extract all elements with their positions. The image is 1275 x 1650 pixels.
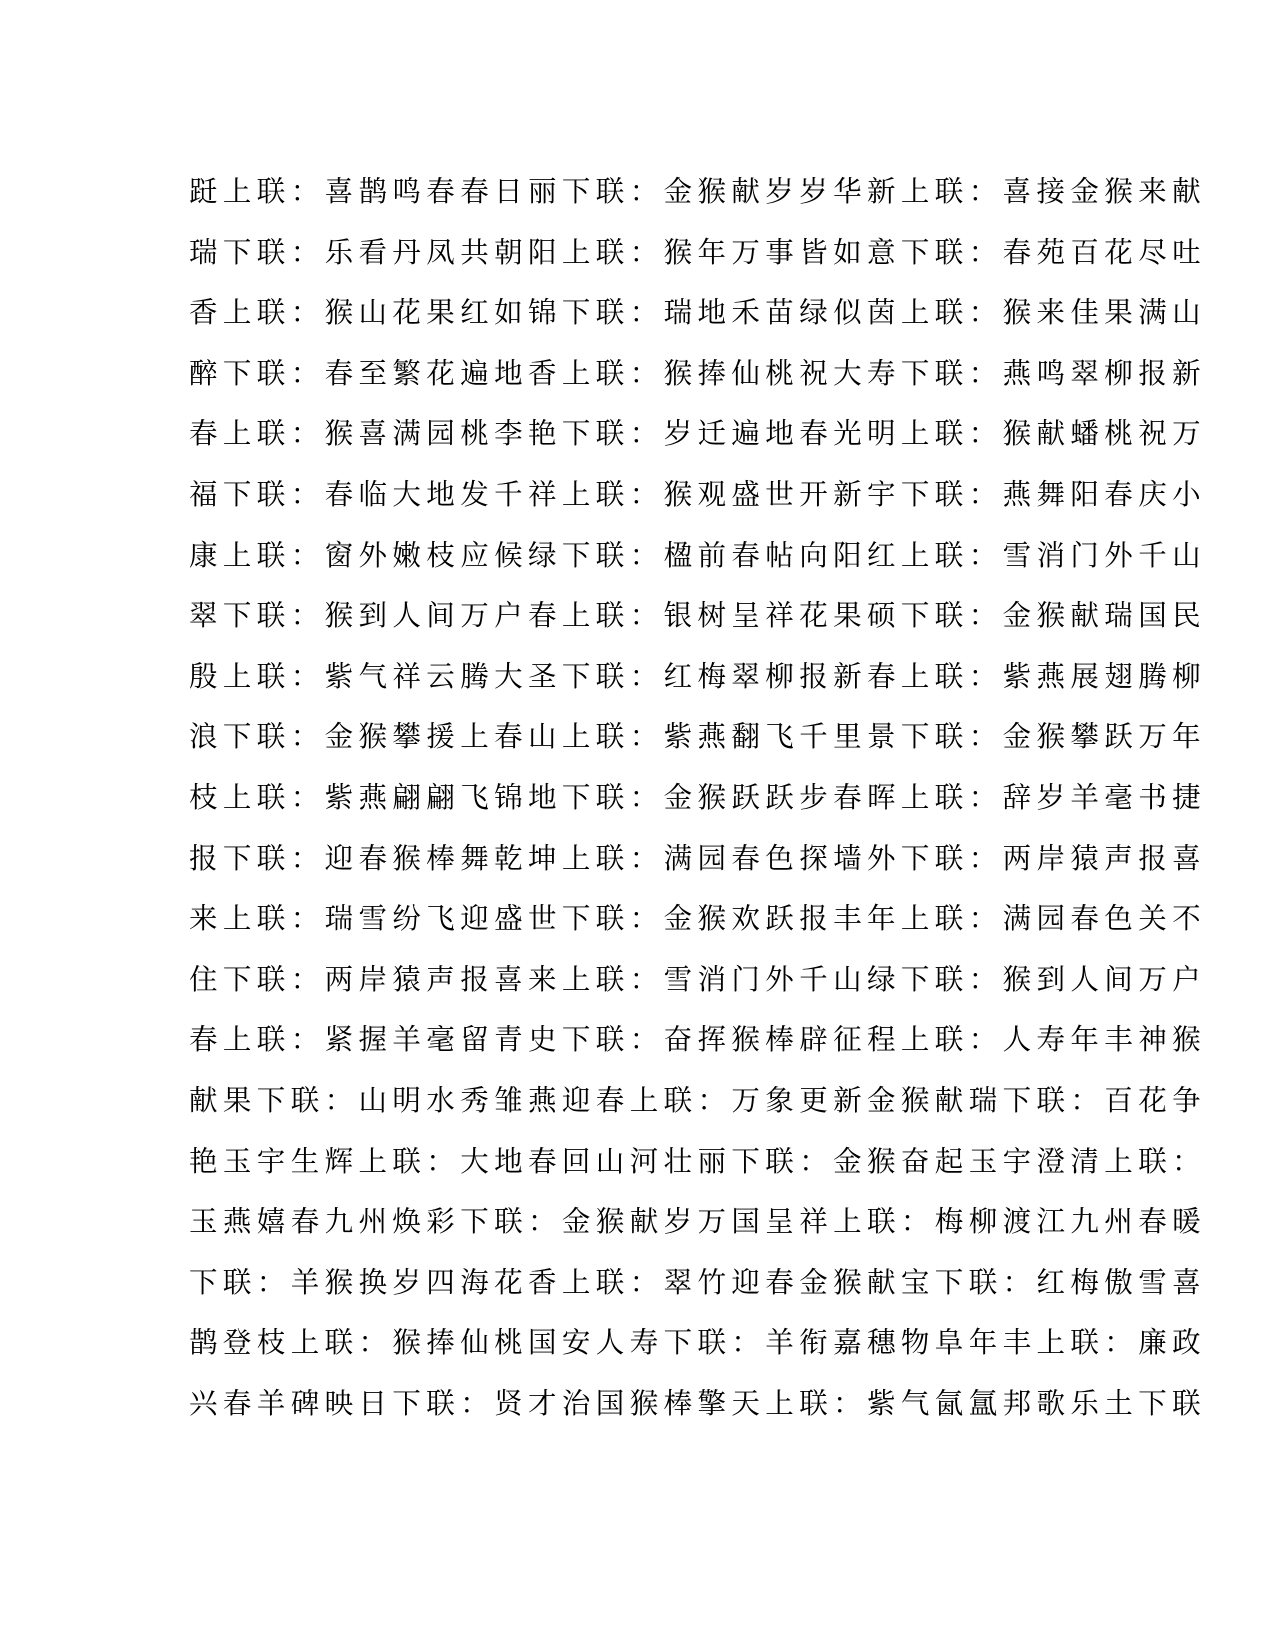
text-line: 兴春羊碑映日下联：贤才治国猴棒擎天上联：紫气氤氲邦歌乐土下联 <box>189 1386 1207 1420</box>
text-line: 跹上联：喜鹊鸣春春日丽下联：金猴献岁岁华新上联：喜接金猴来献 <box>189 175 1207 208</box>
text-line: 艳玉宇生辉上联：大地春回山河壮丽下联：金猴奋起玉宇澄清上联： <box>189 1144 1207 1178</box>
couplet-text-body <box>189 162 1207 1434</box>
text-line: 鹊登枝上联：猴捧仙桃国安人寿下联：羊衔嘉穗物阜年丰上联：廉政 <box>189 1326 1207 1360</box>
text-line: 枝上联：紫燕翩翩飞锦地下联：金猴跃跃步春晖上联：辞岁羊毫书捷 <box>189 780 1207 814</box>
text-line: 献果下联：山明水秀雏燕迎春上联：万象更新金猴献瑞下联：百花争 <box>189 1083 1207 1117</box>
text-line: 浪下联：金猴攀援上春山上联：紫燕翻飞千里景下联：金猴攀跃万年 <box>189 720 1207 754</box>
text-line: 殷上联：紫气祥云腾大圣下联：红梅翠柳报新春上联：紫燕展翅腾柳 <box>189 659 1207 693</box>
text-line: 福下联：春临大地发千祥上联：猴观盛世开新宇下联：燕舞阳春庆小 <box>189 477 1207 511</box>
text-line: 香上联：猴山花果红如锦下联：瑞地禾苗绿似茵上联：猴来佳果满山 <box>189 296 1207 330</box>
text-line: 来上联：瑞雪纷飞迎盛世下联：金猴欢跃报丰年上联：满园春色关不 <box>189 902 1207 936</box>
text-line: 住下联：两岸猿声报喜来上联：雪消门外千山绿下联：猴到人间万户 <box>189 962 1207 996</box>
text-line: 康上联：窗外嫩枝应候绿下联：楹前春帖向阳红上联：雪消门外千山 <box>189 538 1207 572</box>
text-line: 下联：羊猴换岁四海花香上联：翠竹迎春金猴献宝下联：红梅傲雪喜 <box>189 1265 1207 1299</box>
text-line: 瑞下联：乐看丹凤共朝阳上联：猴年万事皆如意下联：春苑百花尽吐 <box>189 235 1207 269</box>
text-line: 报下联：迎春猴棒舞乾坤上联：满园春色探墙外下联：两岸猿声报喜 <box>189 841 1207 875</box>
text-line: 春上联：猴喜满园桃李艳下联：岁迁遍地春光明上联：猴献蟠桃祝万 <box>189 417 1207 451</box>
text-line: 玉燕嬉春九州焕彩下联：金猴献岁万国呈祥上联：梅柳渡江九州春暖 <box>189 1205 1207 1239</box>
text-line: 醉下联：春至繁花遍地香上联：猴捧仙桃祝大寿下联：燕鸣翠柳报新 <box>189 356 1207 390</box>
text-line: 翠下联：猴到人间万户春上联：银树呈祥花果硕下联：金猴献瑞国民 <box>189 599 1207 633</box>
text-line: 春上联：紧握羊毫留青史下联：奋挥猴棒辟征程上联：人寿年丰神猴 <box>189 1023 1207 1057</box>
